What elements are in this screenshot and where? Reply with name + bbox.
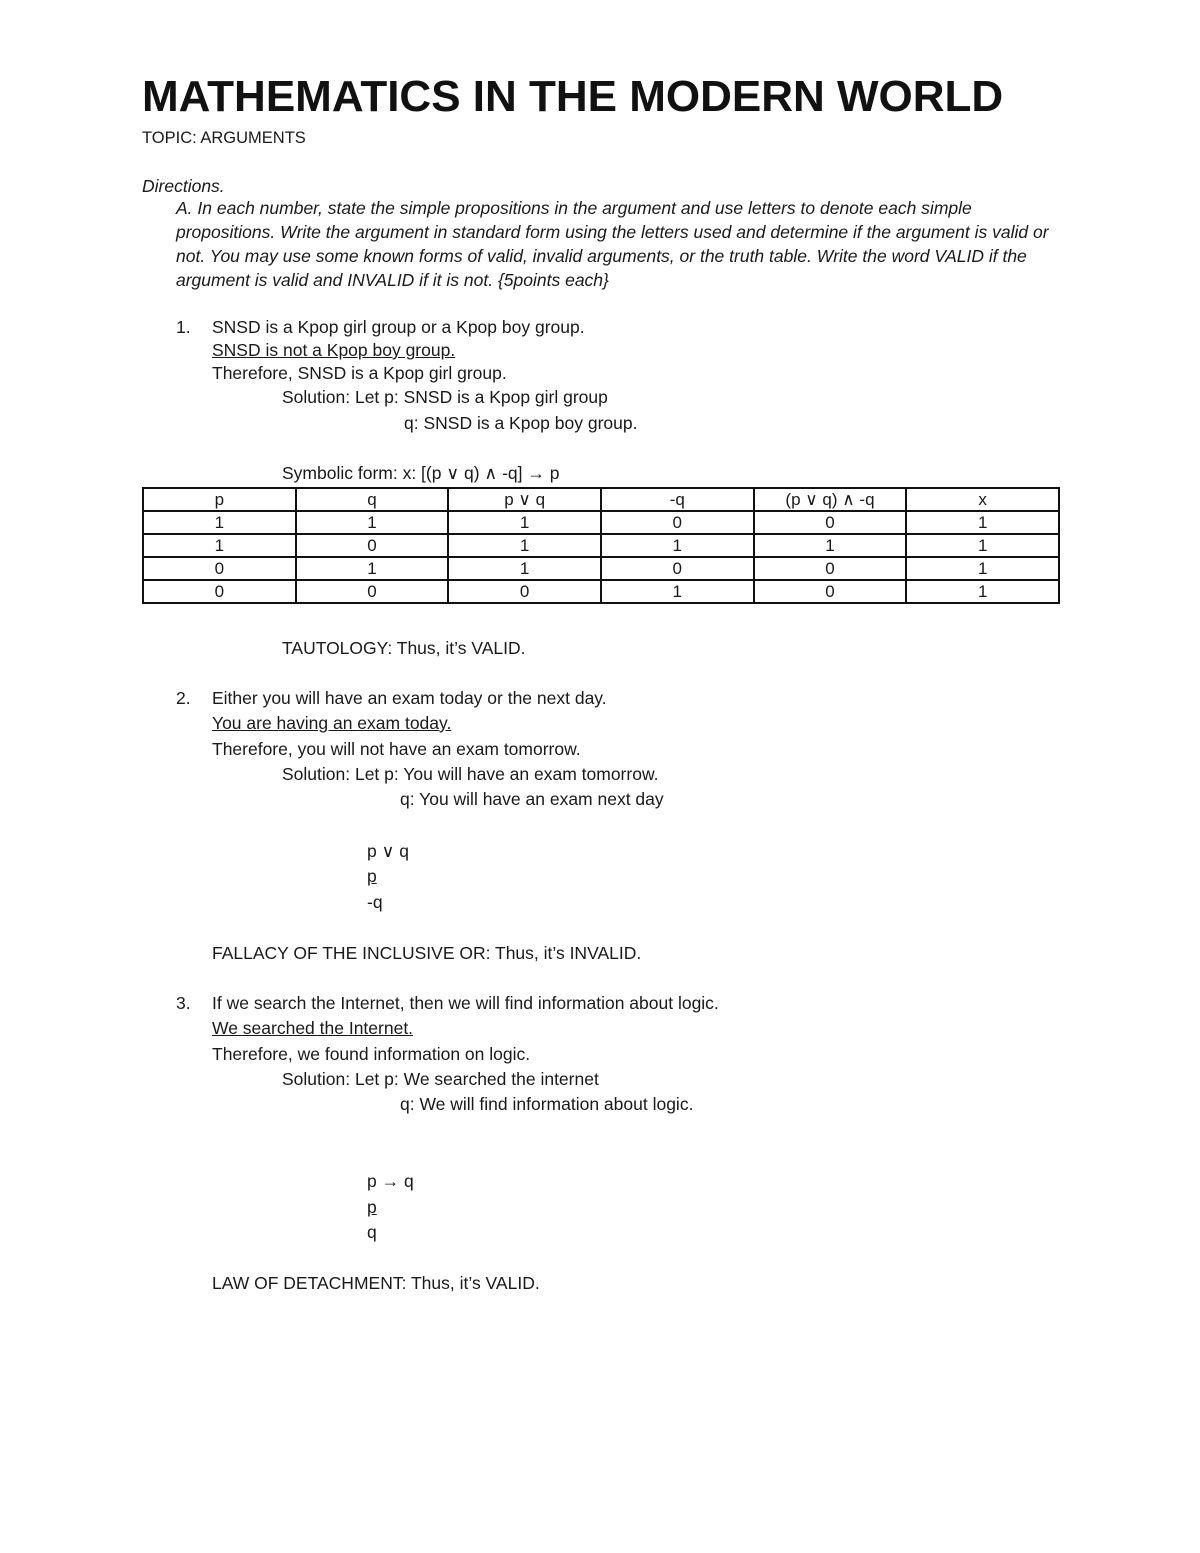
- result-line: FALLACY OF THE INCLUSIVE OR: Thus, it’s INVALID.: [212, 943, 642, 963]
- solution-q: q: You will have an exam next day: [400, 789, 664, 809]
- result-line: LAW OF DETACHMENT: Thus, it’s VALID.: [212, 1273, 540, 1293]
- header-cell: x: [906, 488, 1059, 511]
- solution-q: q: We will find information about logic.: [400, 1094, 694, 1114]
- table-row: [143, 511, 1059, 534]
- table-cell: 0: [296, 580, 449, 603]
- symbolic-form: Symbolic form: x: [(p ∨ q) ∧ -q] → p: [282, 463, 560, 483]
- table-row: [143, 557, 1059, 580]
- premise-2: We searched the Internet.: [212, 1018, 414, 1038]
- table-cell: 0: [754, 557, 907, 580]
- table-cell: 1: [906, 557, 1059, 580]
- result-line: TAUTOLOGY: Thus, it’s VALID.: [282, 638, 526, 658]
- item-number: 2.: [176, 688, 191, 708]
- solution-q: q: SNSD is a Kpop boy group.: [404, 413, 638, 433]
- table-cell: 1: [448, 557, 601, 580]
- table-cell: 0: [601, 511, 754, 534]
- header-cell: (p ∨ q) ∧ -q: [754, 488, 907, 511]
- table-cell: 1: [601, 580, 754, 603]
- table-cell: 1: [906, 511, 1059, 534]
- table-cell: 0: [143, 580, 296, 603]
- table-cell: 1: [754, 534, 907, 557]
- form-line: -q: [367, 892, 383, 912]
- table-cell: 0: [754, 511, 907, 534]
- solution-p: Solution: Let p: SNSD is a Kpop girl group: [282, 387, 608, 407]
- table-cell: 1: [296, 511, 449, 534]
- table-cell: 1: [143, 534, 296, 557]
- directions-label: Directions.: [142, 176, 225, 196]
- table-cell: 0: [296, 534, 449, 557]
- premise-1: Either you will have an exam today or the next day.: [212, 688, 607, 708]
- form-line: p → q: [367, 1171, 414, 1191]
- truth-table-header-row: [143, 488, 1059, 511]
- header-cell: p ∨ q: [448, 488, 601, 511]
- table-cell: 1: [601, 534, 754, 557]
- header-cell: q: [296, 488, 449, 511]
- table-cell: 1: [296, 557, 449, 580]
- table-cell: 1: [906, 534, 1059, 557]
- table-cell: 0: [601, 557, 754, 580]
- table-cell: 1: [906, 580, 1059, 603]
- table-cell: 0: [448, 580, 601, 603]
- solution-p: Solution: Let p: We searched the internet: [282, 1069, 599, 1089]
- item-number: 3.: [176, 993, 191, 1013]
- premise-2: You are having an exam today.: [212, 713, 452, 733]
- topic-line: TOPIC: ARGUMENTS: [142, 129, 306, 147]
- header-cell: p: [143, 488, 296, 511]
- header-cell: -q: [601, 488, 754, 511]
- table-cell: 0: [754, 580, 907, 603]
- page-title: MATHEMATICS IN THE MODERN WORLD: [142, 72, 1004, 121]
- table-cell: 1: [143, 511, 296, 534]
- conclusion: Therefore, you will not have an exam tomorrow.: [212, 739, 581, 759]
- form-line: p: [367, 1197, 377, 1217]
- form-line: q: [367, 1222, 377, 1242]
- conclusion: Therefore, SNSD is a Kpop girl group.: [212, 363, 507, 383]
- premise-1: SNSD is a Kpop girl group or a Kpop boy group.: [212, 317, 585, 337]
- premise-1: If we search the Internet, then we will find information about logic.: [212, 993, 719, 1013]
- item-number: 1.: [176, 317, 191, 337]
- directions-text: A. In each number, state the simple propositions in the argument and use letters to denote each simple propositions. Write the argument in standard form using the letters used and determine if the argument is valid or not. You may use some known forms of valid, invalid arguments, or the truth table. Write the word VALID if the argument is valid and INVALID if it is not. {5points each}: [176, 198, 1049, 290]
- table-row: [143, 580, 1059, 603]
- table-row: [143, 534, 1059, 557]
- table-cell: 1: [448, 511, 601, 534]
- solution-p: Solution: Let p: You will have an exam tomorrow.: [282, 764, 659, 784]
- form-line: p ∨ q: [367, 841, 409, 861]
- truth-table: [142, 487, 1060, 604]
- table-cell: 0: [143, 557, 296, 580]
- conclusion: Therefore, we found information on logic.: [212, 1044, 531, 1064]
- form-line: p: [367, 866, 377, 886]
- table-cell: 1: [448, 534, 601, 557]
- premise-2: SNSD is not a Kpop boy group.: [212, 340, 456, 360]
